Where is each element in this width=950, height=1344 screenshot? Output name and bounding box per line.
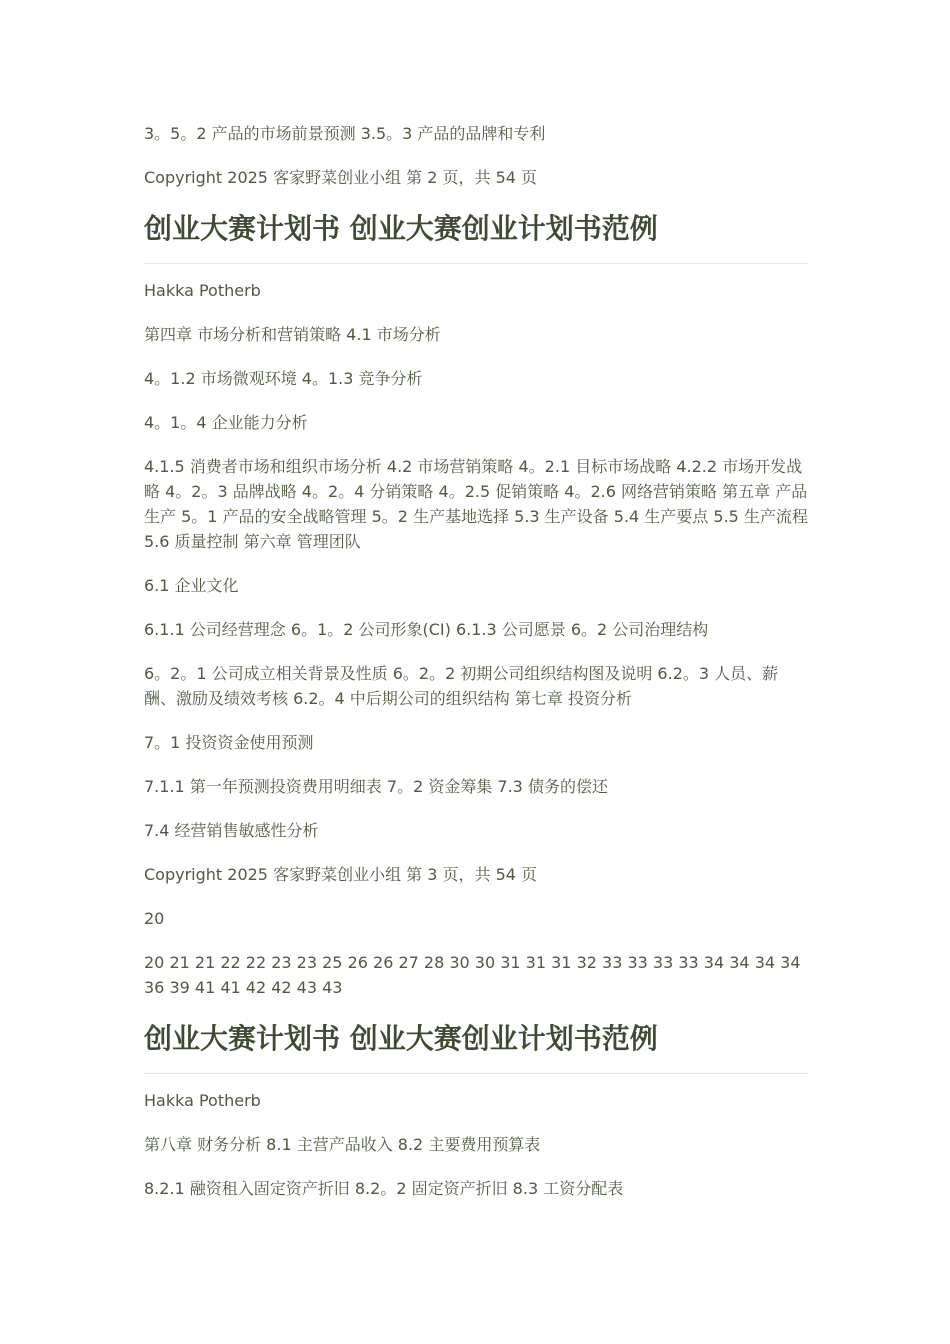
- document-page: [144, 121, 808, 1220]
- page-header-subtitle: Hakka Potherb: [144, 281, 261, 300]
- page-header-title: 创业大赛计划书 创业大赛创业计划书范例: [144, 209, 808, 264]
- page-header-subtitle: Hakka Potherb: [144, 1091, 261, 1110]
- page-footer-copyright: Copyright 2025 客家野菜创业小组 第 2 页，共 54 页: [144, 168, 538, 187]
- toc-line: 4。1。4 企业能力分析: [144, 413, 308, 432]
- toc-line: 第八章 财务分析 8.1 主营产品收入 8.2 主要费用预算表: [144, 1135, 541, 1154]
- toc-line: 7.4 经营销售敏感性分析: [144, 821, 319, 840]
- toc-line: 4.1.5 消费者市场和组织市场分析 4.2 市场营销策略 4。2.1 目标市场战略 4.2.2 市场开发战略 4。2。3 品牌战略 4。2。4 分销策略 4。2.5 促销策略 4。2.6 网络营销策略 第五章 产品生产 5。1 产品的安全战略管理 5。2 生产基地选择 5.3 生产设备 5.4 生产要点 5.5 生产流程 5.6 质量控制 第六章 管理团队: [144, 457, 808, 551]
- toc-line: 6.1 企业文化: [144, 576, 239, 595]
- page-footer-copyright: Copyright 2025 客家野菜创业小组 第 3 页，共 54 页: [144, 865, 538, 884]
- page-number-list: 20 21 21 22 22 23 23 25 26 26 27 28 30 30 31 31 31 32 33 33 33 33 34 34 34 34 36 39 41 41 42 42 43 43: [144, 953, 801, 997]
- toc-line: 4。1.2 市场微观环境 4。1.3 竞争分析: [144, 369, 423, 388]
- toc-line: 6.1.1 公司经营理念 6。1。2 公司形象(CI) 6.1.3 公司愿景 6。2 公司治理结构: [144, 620, 709, 639]
- toc-line: 第四章 市场分析和营销策略 4.1 市场分析: [144, 325, 441, 344]
- toc-line: 3。5。2 产品的市场前景预测 3.5。3 产品的品牌和专利: [144, 124, 546, 143]
- toc-line: 6。2。1 公司成立相关背景及性质 6。2。2 初期公司组织结构图及说明 6.2。3 人员、薪酬、激励及绩效考核 6.2。4 中后期公司的组织结构 第七章 投资分析: [144, 664, 779, 708]
- page-header-title: 创业大赛计划书 创业大赛创业计划书范例: [144, 1019, 808, 1074]
- toc-line: 7.1.1 第一年预测投资费用明细表 7。2 资金筹集 7.3 债务的偿还: [144, 777, 608, 796]
- page-number-list: 20: [144, 909, 165, 928]
- toc-line: 8.2.1 融资租入固定资产折旧 8.2。2 固定资产折旧 8.3 工资分配表: [144, 1179, 624, 1198]
- toc-line: 7。1 投资资金使用预测: [144, 733, 314, 752]
